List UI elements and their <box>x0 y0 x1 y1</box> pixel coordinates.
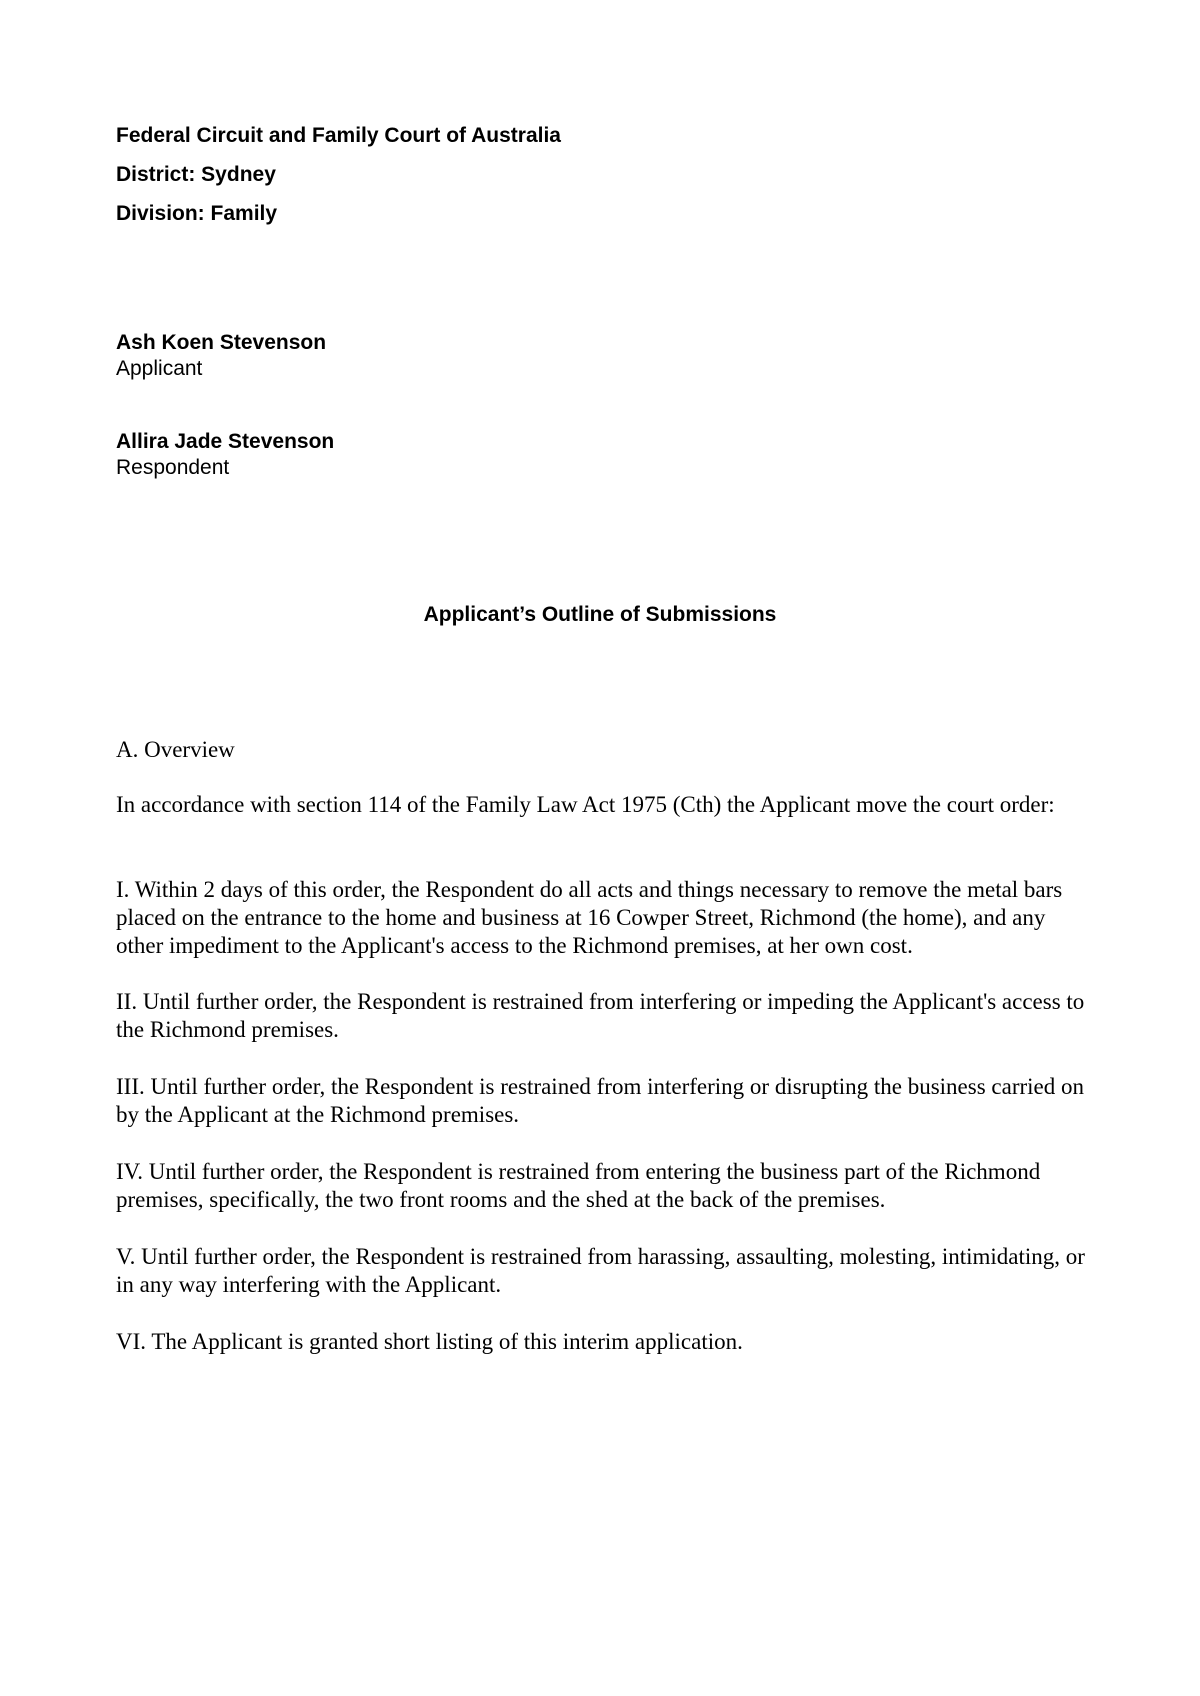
respondent-block <box>116 429 334 481</box>
order-item-6: VI. The Applicant is granted short listing of this interim application. <box>116 1329 743 1354</box>
order-item-3: III. Until further order, the Respondent is restrained from interfering or disrupting the business carried on by the Applicant at the Richmond premises. <box>116 1074 1084 1127</box>
court-header <box>116 116 561 233</box>
applicant-role: Applicant <box>116 357 203 380</box>
court-name: Federal Circuit and Family Court of Australia <box>116 124 561 147</box>
order-item-2: II. Until further order, the Respondent is restrained from interfering or impeding the Applicant's access to the Richmond premises. <box>116 989 1085 1042</box>
document-title: Applicant’s Outline of Submissions <box>423 603 777 626</box>
order-item-1: I. Within 2 days of this order, the Respondent do all acts and things necessary to remove the metal bars placed on the entrance to the home and business at 16 Cowper Street, Richmond (the home), and any other impediment to the Applicant's access to the Richmond premises, at her own cost. <box>116 877 1063 958</box>
order-item-4: IV. Until further order, the Respondent is restrained from entering the business part of the Richmond premises, specifically, the two front rooms and the shed at the back of the premises. <box>116 1159 1041 1212</box>
intro-paragraph: In accordance with section 114 of the Family Law Act 1975 (Cth) the Applicant move the court order: <box>116 792 1055 817</box>
applicant-name: Ash Koen Stevenson <box>116 331 327 354</box>
applicant-block <box>116 330 326 382</box>
respondent-name: Allira Jade Stevenson <box>116 430 335 453</box>
respondent-role: Respondent <box>116 456 230 479</box>
court-district: District: Sydney <box>116 163 276 186</box>
order-item-5: V. Until further order, the Respondent is restrained from harassing, assaulting, molesting, intimidating, or in any way interfering with the Applicant. <box>116 1244 1085 1297</box>
court-division: Division: Family <box>116 202 278 225</box>
section-heading-overview: A. Overview <box>116 737 235 762</box>
